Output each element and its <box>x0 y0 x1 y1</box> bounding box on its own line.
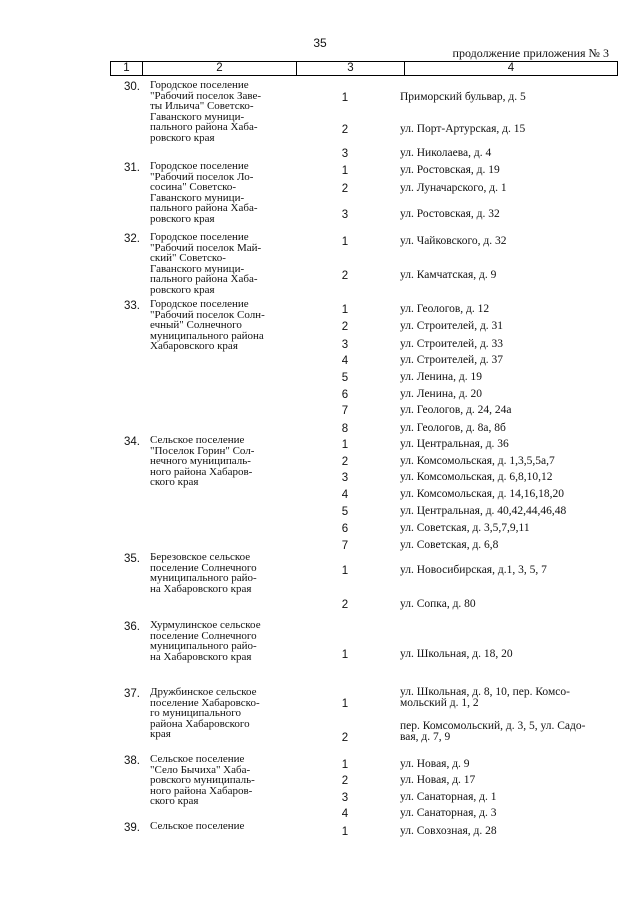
address: ул. Геологов, д. 12 <box>400 303 490 315</box>
address: ул. Строителей, д. 31 <box>400 320 504 332</box>
item-number: 2 <box>341 270 349 282</box>
item-number: 3 <box>341 792 349 804</box>
address: Приморский бульвар, д. 5 <box>400 91 526 103</box>
item-number: 3 <box>341 209 349 221</box>
address: ул. Ростовская, д. 19 <box>400 164 500 176</box>
item-number: 2 <box>341 732 349 744</box>
address: ул. Новая, д. 17 <box>400 774 476 786</box>
item-number: 4 <box>341 355 349 367</box>
item-number: 7 <box>341 405 349 417</box>
item-number: 2 <box>341 599 349 611</box>
item-number: 5 <box>341 506 349 518</box>
item-number: 2 <box>341 456 349 468</box>
item-number: 3 <box>341 339 349 351</box>
address: ул. Центральная, д. 40,42,44,46,48 <box>400 505 567 517</box>
item-number: 4 <box>341 808 349 820</box>
address: ул. Советская, д. 6,8 <box>400 539 499 551</box>
address: ул. Николаева, д. 4 <box>400 147 492 159</box>
address: ул. Луначарского, д. 1 <box>400 182 507 194</box>
address: ул. Совхозная, д. 28 <box>400 825 497 837</box>
page-number: 35 <box>313 36 327 50</box>
item-number: 6 <box>341 389 349 401</box>
address: ул. Школьная, д. 8, 10, пер. Комсо- мольский д. 1, 2 <box>400 686 570 709</box>
header-col-3: 3 <box>296 62 404 75</box>
settlement-name: Городское поселение "Рабочий поселок Май- ский" Советско- Гаванского муници- пального района Хаба- ровского края <box>150 231 262 296</box>
header-col-2: 2 <box>142 62 296 75</box>
address: пер. Комсомольский, д. 3, 5, ул. Садо- вая, д. 7, 9 <box>400 720 586 743</box>
settlement-name: Сельское поселение "Поселок Горин" Сол- нечного муниципаль- ного района Хабаров- ского края <box>150 434 255 488</box>
settlement-name: Сельское поселение <box>150 820 245 832</box>
address: ул. Геологов, д. 8а, 8б <box>400 422 506 434</box>
address: ул. Сопка, д. 80 <box>400 598 476 610</box>
entry-number: 32. <box>124 233 140 245</box>
entry-number: 33. <box>124 300 140 312</box>
entry-number: 31. <box>124 162 140 174</box>
settlement-name: Городское поселение "Рабочий поселок Заве- ты Ильича" Советско- Гаванского муници- пального района Хаба- ровского края <box>150 79 262 144</box>
address: ул. Новая, д. 9 <box>400 758 470 770</box>
address: ул. Чайковского, д. 32 <box>400 235 507 247</box>
item-number: 8 <box>341 423 349 435</box>
item-number: 4 <box>341 489 349 501</box>
item-number: 1 <box>341 304 349 316</box>
header-col-1: 1 <box>123 62 130 74</box>
item-number: 1 <box>341 759 349 771</box>
item-number: 2 <box>341 183 349 195</box>
entry-number: 38. <box>124 755 140 767</box>
address: ул. Комсомольская, д. 1,3,5,5а,7 <box>400 455 555 467</box>
address: ул. Ростовская, д. 32 <box>400 208 500 220</box>
item-number: 2 <box>341 321 349 333</box>
address: ул. Комсомольская, д. 14,16,18,20 <box>400 488 565 500</box>
settlement-name: Городское поселение "Рабочий поселок Солн- ечный" Солнечного муниципального района Хабаровского края <box>150 298 265 352</box>
item-number: 2 <box>341 775 349 787</box>
item-number: 1 <box>341 826 349 838</box>
address: ул. Ленина, д. 20 <box>400 388 482 400</box>
address: ул. Камчатская, д. 9 <box>400 269 497 281</box>
entry-number: 36. <box>124 621 140 633</box>
address: ул. Школьная, д. 18, 20 <box>400 648 513 660</box>
item-number: 1 <box>341 236 349 248</box>
settlement-name: Городское поселение "Рабочий поселок Ло- сосина" Советско- Гаванского муници- пального района Хаба- ровского края <box>150 160 258 225</box>
item-number: 6 <box>341 523 349 535</box>
settlement-name: Хурмулинское сельское поселение Солнечного муниципального райо- на Хабаровского края <box>150 619 261 663</box>
address: ул. Строителей, д. 33 <box>400 338 504 350</box>
address: ул. Комсомольская, д. 6,8,10,12 <box>400 471 553 483</box>
entry-number: 39. <box>124 822 140 834</box>
entry-number: 30. <box>124 81 140 93</box>
item-number: 1 <box>341 698 349 710</box>
header-col-4: 4 <box>404 62 617 75</box>
continuation-note: продолжение приложения № 3 <box>452 46 609 60</box>
item-number: 1 <box>341 565 349 577</box>
address: ул. Советская, д. 3,5,7,9,11 <box>400 522 530 534</box>
item-number: 3 <box>341 148 349 160</box>
address: ул. Ленина, д. 19 <box>400 371 482 383</box>
entry-number: 34. <box>124 436 140 448</box>
table-header <box>110 61 618 76</box>
address: ул. Санаторная, д. 1 <box>400 791 497 803</box>
settlement-name: Березовское сельское поселение Солнечного муниципального райо- на Хабаровского края <box>150 551 257 595</box>
item-number: 3 <box>341 472 349 484</box>
address: ул. Центральная, д. 36 <box>400 438 509 450</box>
entry-number: 37. <box>124 688 140 700</box>
item-number: 2 <box>341 124 349 136</box>
address: ул. Геологов, д. 24, 24а <box>400 404 512 416</box>
item-number: 1 <box>341 165 349 177</box>
item-number: 1 <box>341 649 349 661</box>
address: ул. Санаторная, д. 3 <box>400 807 497 819</box>
settlement-name: Сельское поселение "Село Бычиха" Хаба- ровского муниципаль- ного района Хабаров- ского края <box>150 753 255 807</box>
item-number: 7 <box>341 540 349 552</box>
item-number: 1 <box>341 92 349 104</box>
item-number: 5 <box>341 372 349 384</box>
entry-number: 35. <box>124 553 140 565</box>
address: ул. Строителей, д. 37 <box>400 354 504 366</box>
address: ул. Новосибирская, д.1, 3, 5, 7 <box>400 564 547 576</box>
address: ул. Порт-Артурская, д. 15 <box>400 123 526 135</box>
settlement-name: Дружбинское сельское поселение Хабаровско- го муниципального района Хабаровского края <box>150 686 260 740</box>
item-number: 1 <box>341 439 349 451</box>
